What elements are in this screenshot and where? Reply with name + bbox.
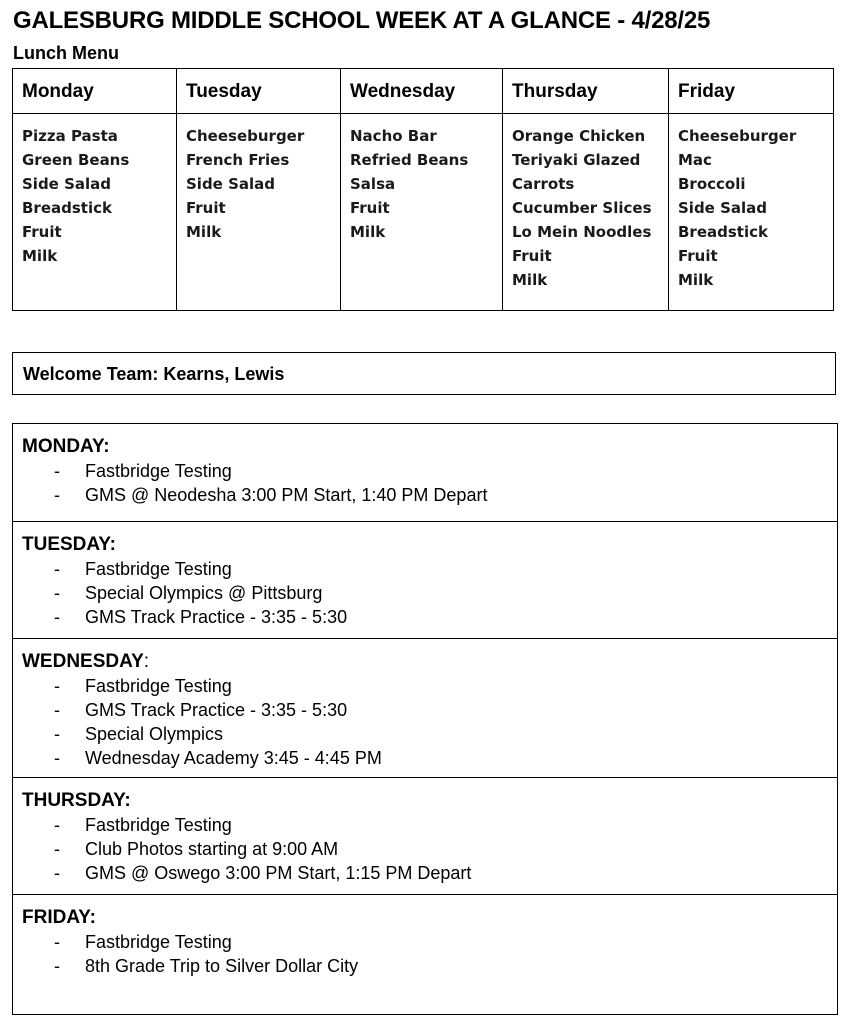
welcome-team-box: Welcome Team: Kearns, Lewis — [12, 352, 836, 395]
event-list — [22, 557, 837, 629]
event-item: - Fastbridge Testing — [54, 815, 232, 835]
event-item: - Fastbridge Testing — [54, 676, 232, 696]
day-heading: MONDAY: — [22, 436, 110, 457]
event-item: - Special Olympics — [54, 724, 224, 744]
event-item: - 8th Grade Trip to Silver Dollar City — [54, 956, 359, 976]
event-list — [22, 459, 837, 507]
menu-item: Orange Chicken — [512, 127, 646, 145]
menu-item: Side Salad — [186, 175, 276, 193]
menu-item: Milk — [22, 247, 58, 265]
menu-item: Milk — [350, 223, 386, 241]
lunch-day-header: Wednesday — [341, 69, 503, 114]
schedule-day-wednesday — [13, 638, 837, 777]
event-item: - GMS Track Practice - 3:35 - 5:30 — [54, 607, 348, 627]
lunch-day-header: Tuesday — [177, 69, 341, 114]
menu-cell-tuesday — [177, 114, 341, 311]
menu-item: Fruit — [350, 199, 390, 217]
schedule-day-monday — [13, 424, 837, 521]
event-item: - Fastbridge Testing — [54, 932, 232, 952]
event-list — [22, 930, 837, 978]
menu-item: Mac — [678, 151, 712, 169]
menu-item: Cheeseburger — [678, 127, 797, 145]
menu-item: French Fries — [186, 151, 290, 169]
page-title: GALESBURG MIDDLE SCHOOL WEEK AT A GLANCE - 4/28/25 — [13, 7, 711, 34]
event-item: - GMS Track Practice - 3:35 - 5:30 — [54, 700, 348, 720]
lunch-menu-heading: Lunch Menu — [13, 43, 119, 63]
menu-item: Lo Mein Noodles — [512, 223, 652, 241]
menu-item: Side Salad — [678, 199, 768, 217]
menu-item: Milk — [186, 223, 222, 241]
weekly-schedule — [12, 423, 838, 1015]
menu-item: Milk — [678, 271, 714, 289]
menu-item: Carrots — [512, 175, 575, 193]
event-item: - Special Olympics @ Pittsburg — [54, 583, 323, 603]
schedule-day-tuesday — [13, 521, 837, 638]
lunch-day-header: Thursday — [503, 69, 669, 114]
schedule-day-friday — [13, 894, 837, 1014]
menu-item: Pizza Pasta — [22, 127, 118, 145]
day-heading: FRIDAY: — [22, 907, 96, 928]
event-item: - Club Photos starting at 9:00 AM — [54, 839, 339, 859]
event-item: - GMS @ Neodesha 3:00 PM Start, 1:40 PM Depart — [54, 485, 488, 505]
menu-item: Cheeseburger — [186, 127, 305, 145]
event-item: - Fastbridge Testing — [54, 559, 232, 579]
day-heading: TUESDAY: — [22, 534, 116, 555]
menu-item: Nacho Bar — [350, 127, 437, 145]
menu-item: Broccoli — [678, 175, 746, 193]
menu-item: Fruit — [512, 247, 552, 265]
menu-item: Refried Beans — [350, 151, 469, 169]
event-list — [22, 813, 837, 885]
event-list — [22, 674, 837, 770]
lunch-menu-row — [13, 114, 834, 311]
menu-item: Breadstick — [22, 199, 112, 217]
schedule-day-thursday — [13, 777, 837, 894]
menu-item: Milk — [512, 271, 548, 289]
menu-item: Teriyaki Glazed — [512, 151, 641, 169]
lunch-header-row — [13, 69, 834, 114]
menu-item: Salsa — [350, 175, 396, 193]
menu-item: Green Beans — [22, 151, 130, 169]
event-item: - Wednesday Academy 3:45 - 4:45 PM — [54, 748, 382, 768]
lunch-day-header: Friday — [669, 69, 834, 114]
menu-cell-monday — [13, 114, 177, 311]
menu-item: Side Salad — [22, 175, 112, 193]
event-item: - GMS @ Oswego 3:00 PM Start, 1:15 PM Depart — [54, 863, 472, 883]
menu-item: Fruit — [186, 199, 226, 217]
menu-item: Fruit — [678, 247, 718, 265]
menu-item: Fruit — [22, 223, 62, 241]
menu-item: Breadstick — [678, 223, 768, 241]
menu-cell-friday — [669, 114, 834, 311]
day-heading: THURSDAY: — [22, 790, 131, 811]
menu-cell-thursday — [503, 114, 669, 311]
lunch-day-header: Monday — [13, 69, 177, 114]
lunch-menu-table — [12, 68, 834, 311]
day-heading: WEDNESDAY: — [22, 651, 150, 672]
menu-item: Cucumber Slices — [512, 199, 652, 217]
event-item: - Fastbridge Testing — [54, 461, 232, 481]
menu-cell-wednesday — [341, 114, 503, 311]
